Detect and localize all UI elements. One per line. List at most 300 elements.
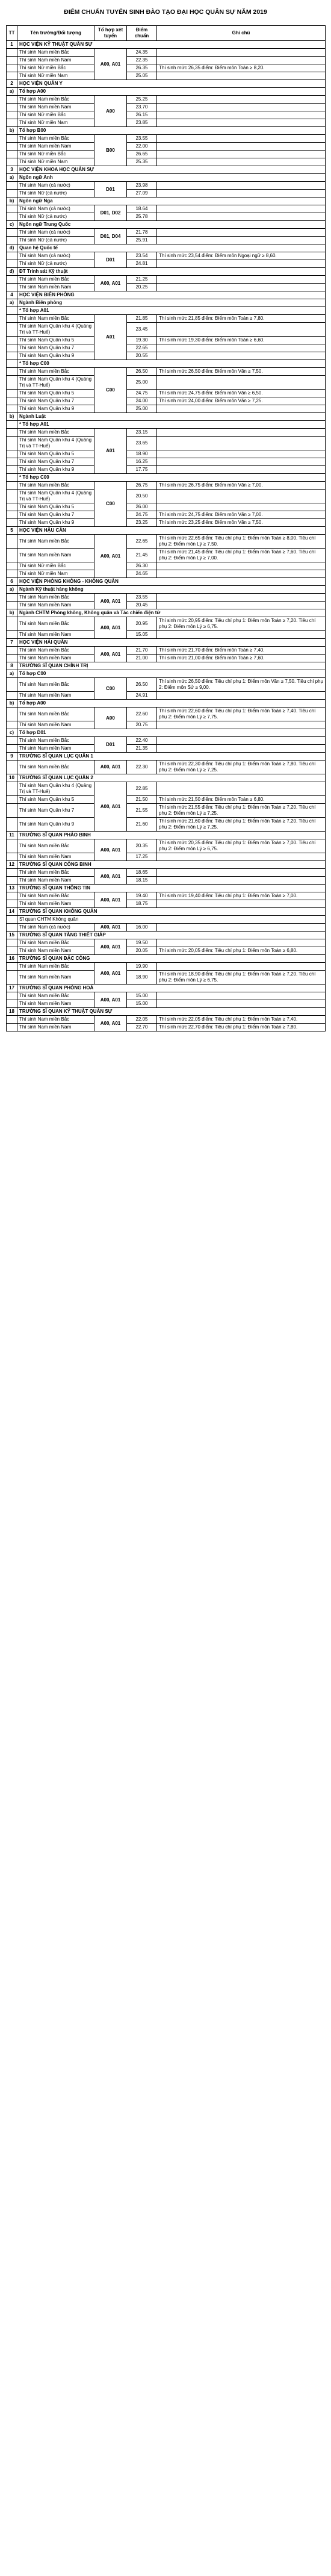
empty-cell — [7, 64, 17, 72]
combo-cell: A01 — [94, 315, 127, 360]
candidate-group: Thí sinh Nam miền Bắc — [17, 594, 94, 602]
candidate-group: Thí sinh Nam Quân khu 5 — [17, 450, 94, 458]
note-cell: Thí sinh mức 26,35 điểm: Điểm môn Toán ≥ 8,20. — [157, 64, 326, 72]
note-cell — [157, 158, 326, 166]
candidate-group: Thí sinh Nam Quân khu 4 (Quảng Trị và TT-Huế) — [17, 437, 94, 450]
school-row — [7, 985, 326, 992]
school-row — [7, 166, 326, 174]
empty-cell — [7, 877, 17, 885]
note-cell: Thí sinh mức 21,00 điểm: Điểm môn Toán ≥ 7,60. — [157, 655, 326, 662]
candidate-group: Thí sinh Nam Quân khu 4 (Quảng Trị và TT-Huế) — [17, 490, 94, 503]
empty-cell — [7, 562, 17, 570]
table-row — [7, 1016, 326, 1024]
score-cell: 27.09 — [127, 190, 157, 198]
candidate-group: Thí sinh Nam miền Nam — [17, 57, 94, 64]
score-cell: 20.75 — [127, 721, 157, 729]
combo-cell: A00, A01 — [94, 761, 127, 774]
score-cell: 22.60 — [127, 708, 157, 721]
note-cell — [157, 49, 326, 57]
candidate-group: Thí sinh Nam (cả nước) — [17, 205, 94, 213]
candidate-group: Thí sinh Nữ (cả nước) — [17, 237, 94, 244]
subgroup-name: * Tổ hợp C00 — [17, 360, 326, 368]
empty-cell — [7, 655, 17, 662]
school-number: 1 — [7, 41, 17, 49]
table-row — [7, 252, 326, 260]
empty-cell — [7, 352, 17, 360]
group-number: a) — [7, 174, 17, 182]
score-cell: 24.65 — [127, 570, 157, 578]
note-cell — [157, 631, 326, 639]
candidate-group: Thí sinh Nam Quân khu 9 — [17, 466, 94, 474]
empty-cell — [7, 182, 17, 190]
score-cell: 21.35 — [127, 745, 157, 753]
candidate-group: Thí sinh Nam miền Nam — [17, 721, 94, 729]
empty-cell — [7, 158, 17, 166]
school-name: TRƯỜNG SĨ QUAN LỤC QUÂN 2 — [17, 774, 326, 782]
group-row — [7, 413, 326, 421]
note-cell — [157, 939, 326, 947]
score-cell: 20.55 — [127, 352, 157, 360]
score-cell: 21.25 — [127, 276, 157, 284]
table-row — [7, 869, 326, 877]
score-cell: 24.91 — [127, 692, 157, 700]
note-cell: Thí sinh mức 18,90 điểm: Tiêu chí phụ 1: Điểm môn Toán ≥ 7,20. Tiêu chí phụ 2: Điểm môn Lý ≥ 6,75. — [157, 971, 326, 985]
score-cell: 26.50 — [127, 678, 157, 692]
empty-cell — [7, 594, 17, 602]
school-row — [7, 774, 326, 782]
empty-cell — [7, 337, 17, 344]
group-name: Ngôn ngữ Nga — [17, 198, 326, 205]
school-row — [7, 662, 326, 670]
candidate-group: Thí sinh Nam Quân khu 5 — [17, 503, 94, 511]
table-row — [7, 237, 326, 244]
school-number: 4 — [7, 291, 17, 299]
score-cell: 18.90 — [127, 450, 157, 458]
score-cell: 17.25 — [127, 853, 157, 861]
note-cell — [157, 992, 326, 1000]
table-row — [7, 549, 326, 562]
header-target: Tên trường/Đối tượng — [17, 26, 94, 41]
score-cell: 26.65 — [127, 151, 157, 158]
table-row — [7, 535, 326, 549]
table-row — [7, 818, 326, 832]
empty-cell — [7, 482, 17, 490]
note-cell — [157, 323, 326, 337]
empty-cell — [7, 72, 17, 80]
score-cell: 21.55 — [127, 804, 157, 818]
candidate-group: Thí sinh Nam Quân khu 9 — [17, 352, 94, 360]
group-number: c) — [7, 729, 17, 737]
candidate-group: Thí sinh Nữ (cả nước) — [17, 260, 94, 268]
table-row — [7, 64, 326, 72]
table-row — [7, 761, 326, 774]
note-cell: Thí sinh mức 20,35 điểm: Tiêu chí phụ 1: Điểm môn Toán ≥ 7,00. Tiêu chí phụ 2: Điểm môn Lý ≥ 6,75. — [157, 839, 326, 853]
score-cell: 23.54 — [127, 252, 157, 260]
table-row — [7, 158, 326, 166]
note-cell — [157, 458, 326, 466]
empty-cell — [7, 119, 17, 127]
note-cell: Thí sinh mức 21,60 điểm: Tiêu chí phụ 1: Điểm môn Toán ≥ 7,20. Tiêu chí phụ 2: Điểm môn Lý ≥ 7,25. — [157, 818, 326, 832]
empty-cell — [7, 190, 17, 198]
score-cell: 20.95 — [127, 617, 157, 631]
candidate-group: Thí sinh Nam Quân khu 9 — [17, 519, 94, 527]
empty-cell — [7, 971, 17, 985]
header-combo: Tổ hợp xét tuyển — [94, 26, 127, 41]
candidate-group: Thí sinh Nam (cả nước) — [17, 229, 94, 237]
note-cell — [157, 450, 326, 458]
note-cell: Thí sinh mức 21,55 điểm: Tiêu chí phụ 1: Điểm môn Toán ≥ 7,20. Tiêu chí phụ 2: Điểm môn Lý ≥ 7,25. — [157, 804, 326, 818]
table-row — [7, 939, 326, 947]
note-cell — [157, 692, 326, 700]
note-cell: Thí sinh mức 22,65 điểm: Tiêu chí phụ 1: Điểm môn Toán ≥ 8,00. Tiêu chí phụ 2: Điểm môn Lý ≥ 7,50. — [157, 535, 326, 549]
table-row — [7, 692, 326, 700]
empty-cell — [7, 1000, 17, 1008]
group-row — [7, 586, 326, 594]
group-number: a) — [7, 586, 17, 594]
score-cell: 22.05 — [127, 1016, 157, 1024]
table-row — [7, 924, 326, 932]
empty-cell — [7, 737, 17, 745]
note-cell: Thí sinh mức 20,05 điểm: Tiêu chí phụ 1: Điểm môn Toán ≥ 6,80. — [157, 947, 326, 955]
empty-cell — [7, 939, 17, 947]
score-cell: 21.60 — [127, 818, 157, 832]
note-cell — [157, 229, 326, 237]
group-name: Quan hệ Quốc tế — [17, 244, 326, 252]
school-name: HỌC VIỆN HẬU CẦN — [17, 527, 326, 535]
school-name: HỌC VIỆN PHÒNG KHÔNG - KHÔNG QUÂN — [17, 578, 326, 586]
score-cell: 26.15 — [127, 111, 157, 119]
candidate-group: Thí sinh Nam (cả nước) — [17, 252, 94, 260]
combo-cell: A00 — [94, 96, 127, 127]
table-row — [7, 111, 326, 119]
candidate-group: Thí sinh Nam Quân khu 9 — [17, 818, 94, 832]
score-cell: 16.25 — [127, 458, 157, 466]
note-cell — [157, 190, 326, 198]
score-cell: 22.30 — [127, 761, 157, 774]
empty-cell — [7, 421, 17, 429]
candidate-group: Thí sinh Nam miền Bắc — [17, 761, 94, 774]
subgroup-name: * Tổ hợp A01 — [17, 421, 326, 429]
table-row — [7, 260, 326, 268]
note-cell — [157, 745, 326, 753]
school-number: 14 — [7, 908, 17, 916]
candidate-group: Thí sinh Nam Quân khu 7 — [17, 804, 94, 818]
score-cell: 19.40 — [127, 892, 157, 900]
empty-cell — [7, 631, 17, 639]
group-name: Tổ hợp A00 — [17, 700, 326, 708]
table-row — [7, 143, 326, 151]
score-cell: 23.70 — [127, 104, 157, 111]
candidate-group: Thí sinh Nữ miền Bắc — [17, 111, 94, 119]
school-name: HỌC VIỆN HẢI QUÂN — [17, 639, 326, 647]
score-cell: 26.00 — [127, 503, 157, 511]
score-cell: 23.98 — [127, 182, 157, 190]
table-row — [7, 182, 326, 190]
candidate-group: Thí sinh Nam Quân khu 4 (Quảng Trị và TT-Huế) — [17, 323, 94, 337]
table-row — [7, 617, 326, 631]
empty-cell — [7, 344, 17, 352]
score-cell: 26.50 — [127, 368, 157, 376]
note-cell — [157, 143, 326, 151]
table-row — [7, 947, 326, 955]
score-cell: 15.05 — [127, 631, 157, 639]
candidate-group: Thí sinh Nam miền Nam — [17, 1024, 94, 1031]
empty-cell — [7, 466, 17, 474]
table-row — [7, 796, 326, 804]
note-cell — [157, 57, 326, 64]
combo-cell: A00 — [94, 708, 127, 729]
school-name: TRƯỜNG SĨ QUAN KỸ THUẬT QUÂN SỰ — [17, 1008, 326, 1016]
table-row — [7, 213, 326, 221]
group-row — [7, 127, 326, 135]
candidate-group: Thí sinh Nữ miền Bắc — [17, 562, 94, 570]
candidate-group: Thí sinh Nữ miền Nam — [17, 570, 94, 578]
score-cell: 18.15 — [127, 877, 157, 885]
score-cell: 23.85 — [127, 119, 157, 127]
candidate-group: Thí sinh Nam miền Bắc — [17, 892, 94, 900]
table-row — [7, 135, 326, 143]
empty-cell — [7, 511, 17, 519]
candidate-group: Thí sinh Nam Quân khu 5 — [17, 390, 94, 397]
score-cell: 23.55 — [127, 594, 157, 602]
candidate-group: Thí sinh Nam miền Bắc — [17, 315, 94, 323]
score-cell: 19.30 — [127, 337, 157, 344]
group-number: b) — [7, 609, 17, 617]
note-cell: Thí sinh mức 20,95 điểm: Tiêu chí phụ 1: Điểm môn Toán ≥ 7,20. Tiêu chí phụ 2: Điểm môn Lý ≥ 6,75. — [157, 617, 326, 631]
table-row — [7, 647, 326, 655]
score-cell: 21.85 — [127, 315, 157, 323]
empty-cell — [7, 818, 17, 832]
combo-cell: C00 — [94, 678, 127, 700]
group-name: Tổ hợp D01 — [17, 729, 326, 737]
school-number: 10 — [7, 774, 17, 782]
table-row — [7, 72, 326, 80]
combo-cell: A00, A01 — [94, 276, 127, 291]
empty-cell — [7, 237, 17, 244]
candidate-group: Thí sinh Nam Quân khu 5 — [17, 796, 94, 804]
empty-cell — [7, 692, 17, 700]
group-name: Tổ hợp C00 — [17, 670, 326, 678]
candidate-group: Thí sinh Nữ miền Bắc — [17, 64, 94, 72]
group-number: b) — [7, 198, 17, 205]
table-row — [7, 190, 326, 198]
school-number: 13 — [7, 885, 17, 892]
school-number: 11 — [7, 832, 17, 839]
score-cell: 15.00 — [127, 1000, 157, 1008]
score-cell: 23.65 — [127, 437, 157, 450]
empty-cell — [7, 602, 17, 609]
subgroup-row — [7, 307, 326, 315]
empty-cell — [7, 205, 17, 213]
empty-cell — [7, 992, 17, 1000]
note-cell — [157, 924, 326, 932]
candidate-group: Thí sinh Nam miền Bắc — [17, 617, 94, 631]
table-row — [7, 344, 326, 352]
school-number: 9 — [7, 753, 17, 761]
candidate-group: Thí sinh Nam (cả nước) — [17, 924, 94, 932]
table-row — [7, 853, 326, 861]
note-cell: Thí sinh mức 21,70 điểm: Điểm môn Toán ≥ 7,40. — [157, 647, 326, 655]
empty-cell — [7, 796, 17, 804]
candidate-group: Thí sinh Nam miền Bắc — [17, 737, 94, 745]
empty-cell — [7, 360, 17, 368]
group-name: Ngành Biên phòng — [17, 299, 326, 307]
school-name: HỌC VIỆN KỸ THUẬT QUÂN SỰ — [17, 41, 326, 49]
combo-cell: C00 — [94, 368, 127, 413]
combo-cell: A00, A01 — [94, 992, 127, 1008]
table-row — [7, 390, 326, 397]
empty-cell — [7, 839, 17, 853]
candidate-group: Thí sinh Nam miền Nam — [17, 284, 94, 291]
group-row — [7, 609, 326, 617]
candidate-group: Thí sinh Nam miền Bắc — [17, 429, 94, 437]
score-cell: 18.65 — [127, 869, 157, 877]
table-header-row — [7, 26, 326, 41]
combo-cell: A00, A01 — [94, 594, 127, 609]
note-cell — [157, 72, 326, 80]
note-cell — [157, 182, 326, 190]
school-row — [7, 885, 326, 892]
candidate-group: Thí sinh Nam miền Nam — [17, 631, 94, 639]
table-row — [7, 376, 326, 390]
candidate-group: Thí sinh Nam Quân khu 7 — [17, 458, 94, 466]
note-cell — [157, 104, 326, 111]
candidate-group: Thí sinh Nam miền Bắc — [17, 1016, 94, 1024]
note-cell — [157, 490, 326, 503]
subgroup-name: * Tổ hợp C00 — [17, 474, 326, 482]
school-number: 8 — [7, 662, 17, 670]
empty-cell — [7, 782, 17, 796]
group-row — [7, 729, 326, 737]
candidate-group: Thí sinh Nam miền Bắc — [17, 839, 94, 853]
empty-cell — [7, 474, 17, 482]
table-row — [7, 721, 326, 729]
group-number: a) — [7, 670, 17, 678]
note-cell: Thí sinh mức 22,60 điểm: Tiêu chí phụ 1: Điểm môn Toán ≥ 7,40. Tiêu chí phụ 2: Điểm môn Lý ≥ 7,75. — [157, 708, 326, 721]
candidate-group: Thí sinh Nam (cả nước) — [17, 182, 94, 190]
group-name: Ngành Luật — [17, 413, 326, 421]
score-cell: 20.35 — [127, 839, 157, 853]
candidate-group: Thí sinh Nữ miền Nam — [17, 158, 94, 166]
group-name: Tổ hợp A00 — [17, 88, 326, 96]
candidate-group: Thí sinh Nữ miền Nam — [17, 72, 94, 80]
candidate-group: Thí sinh Nam Quân khu 4 (Quảng Trị và TT-Huế) — [17, 376, 94, 390]
empty-cell — [7, 368, 17, 376]
candidate-group: Thí sinh Nam miền Bắc — [17, 708, 94, 721]
candidate-group: Thí sinh Nam Quân khu 5 — [17, 337, 94, 344]
note-cell: Thí sinh mức 22,30 điểm: Tiêu chí phụ 1: Điểm môn Toán ≥ 7,80. Tiêu chí phụ 2: Điểm môn Lý ≥ 7,25. — [157, 761, 326, 774]
score-cell: 23.55 — [127, 135, 157, 143]
combo-cell: A00, A01 — [94, 1016, 127, 1031]
subgroup-row — [7, 474, 326, 482]
table-row — [7, 450, 326, 458]
school-row — [7, 832, 326, 839]
combo-cell: A00, A01 — [94, 782, 127, 832]
note-cell — [157, 963, 326, 971]
table-body — [7, 41, 326, 1031]
school-number: 6 — [7, 578, 17, 586]
score-cell: 21.78 — [127, 229, 157, 237]
empty-cell — [7, 892, 17, 900]
empty-cell — [7, 96, 17, 104]
score-cell: 24.81 — [127, 260, 157, 268]
combo-cell: B00 — [94, 135, 127, 166]
score-cell: 22.65 — [127, 535, 157, 549]
note-cell — [157, 869, 326, 877]
note-cell — [157, 111, 326, 119]
group-row — [7, 244, 326, 252]
note-cell — [157, 737, 326, 745]
table-row — [7, 96, 326, 104]
table-row — [7, 458, 326, 466]
table-row — [7, 205, 326, 213]
school-number: 17 — [7, 985, 17, 992]
score-cell: 23.25 — [127, 519, 157, 527]
candidate-group: Thí sinh Nam miền Bắc — [17, 482, 94, 490]
note-cell: Thí sinh mức 19,30 điểm: Điểm môn Toán ≥ 6,60. — [157, 337, 326, 344]
note-cell — [157, 135, 326, 143]
candidate-group: Thí sinh Nam miền Bắc — [17, 647, 94, 655]
empty-cell — [7, 437, 17, 450]
note-cell: Thí sinh mức 24,75 điểm: Điểm môn Văn ≥ 6,50. — [157, 390, 326, 397]
note-cell — [157, 594, 326, 602]
empty-cell — [7, 458, 17, 466]
candidate-group: Thí sinh Nam miền Nam — [17, 549, 94, 562]
score-cell: 24.75 — [127, 511, 157, 519]
group-row — [7, 174, 326, 182]
candidate-group: Thí sinh Nam miền Nam — [17, 971, 94, 985]
note-cell: Thí sinh mức 22,70 điểm: Tiêu chí phụ 1: Điểm môn Toán ≥ 7,80. — [157, 1024, 326, 1031]
note-cell — [157, 405, 326, 413]
table-row — [7, 429, 326, 437]
empty-cell — [7, 111, 17, 119]
empty-cell — [7, 721, 17, 729]
combo-cell: A00, A01 — [94, 839, 127, 861]
combo-cell: A00, A01 — [94, 869, 127, 885]
group-number: a) — [7, 88, 17, 96]
note-cell: Thí sinh mức 19,40 điểm: Tiêu chí phụ 1: Điểm môn Toán ≥ 7,00. — [157, 892, 326, 900]
score-cell: 24.00 — [127, 397, 157, 405]
school-row — [7, 578, 326, 586]
table-row — [7, 992, 326, 1000]
table-row — [7, 877, 326, 885]
combo-cell: A00, A01 — [94, 49, 127, 80]
table-row — [7, 284, 326, 291]
candidate-group: Thí sinh Nam Quân khu 4 (Quảng Trị và TT-Huế) — [17, 782, 94, 796]
score-cell: 17.75 — [127, 466, 157, 474]
empty-cell — [7, 869, 17, 877]
note-cell — [157, 570, 326, 578]
group-row — [7, 221, 326, 229]
note-cell: Thí sinh mức 24,00 điểm: Điểm môn Văn ≥ 7,25. — [157, 397, 326, 405]
score-cell: 18.64 — [127, 205, 157, 213]
combo-cell: A01 — [94, 429, 127, 474]
note-cell — [157, 1000, 326, 1008]
table-row — [7, 104, 326, 111]
candidate-group: Thí sinh Nam Quân khu 7 — [17, 397, 94, 405]
group-number: b) — [7, 127, 17, 135]
score-cell: 21.50 — [127, 796, 157, 804]
group-number: đ) — [7, 268, 17, 276]
empty-cell — [7, 1016, 17, 1024]
note-cell — [157, 853, 326, 861]
program-row — [7, 916, 326, 924]
table-row — [7, 466, 326, 474]
note-cell — [157, 344, 326, 352]
empty-cell — [7, 143, 17, 151]
empty-cell — [7, 397, 17, 405]
table-row — [7, 511, 326, 519]
